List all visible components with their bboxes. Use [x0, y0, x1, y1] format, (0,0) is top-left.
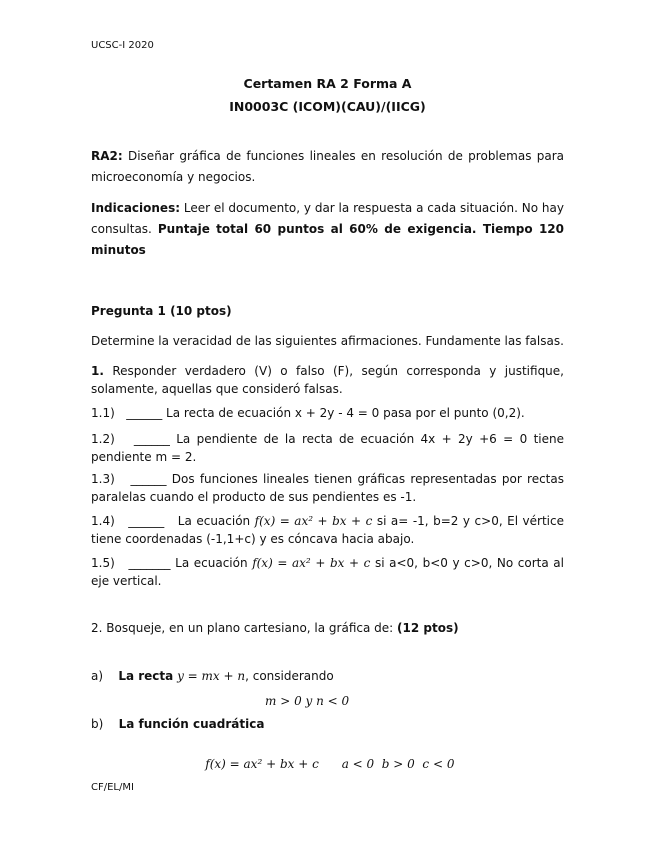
ra2-text: Diseñar gráfica de funciones lineales en resolución de problemas para microeconomía y negocios. — [91, 149, 564, 184]
pregunta1-title: Pregunta 1 (10 ptos) — [91, 304, 232, 318]
course-code: IN0003C (ICOM)(CAU)/(IICG) — [229, 99, 426, 114]
part-b — [91, 717, 264, 731]
item-text: si a= -1, b=2 y c>0, El vértice tiene coordenadas (-1,1+c) y es cóncava hacia abajo. — [91, 514, 564, 546]
answer-blank[interactable]: ______ — [128, 514, 165, 528]
indicaciones-text: Leer el documento, y dar la respuesta a cada situación. No hay consultas. — [91, 201, 564, 236]
item-number: 1.3) — [91, 472, 115, 486]
header-code: UCSC-I 2020 — [91, 40, 154, 51]
item-pre: La ecuación — [177, 514, 251, 528]
pregunta2-points: (12 ptos) — [397, 621, 459, 635]
document-title: Certamen RA 2 Forma A — [243, 76, 412, 91]
item-text: La pendiente de la recta de ecuación 4x + 2y +6 = 0 tiene pendiente m = 2. — [91, 432, 564, 464]
q1-number: 1. — [91, 364, 104, 378]
part-a-text: , considerando — [245, 669, 334, 683]
answer-blank[interactable]: ______ — [126, 406, 163, 420]
answer-blank[interactable]: _______ — [128, 556, 171, 570]
line-equation: y = mx + n — [177, 669, 246, 683]
indicaciones-paragraph — [91, 198, 564, 261]
part-b-title: La función cuadrática — [118, 717, 265, 731]
pregunta2-intro — [91, 621, 459, 635]
item-1-5 — [91, 554, 564, 590]
quadratic-equation: f(x) = ax² + bx + c — [252, 556, 371, 570]
part-a-condition: m > 0 y n < 0 — [265, 694, 350, 708]
item-number: 1.1) — [91, 406, 115, 420]
part-a — [91, 669, 334, 683]
item-text: si a<0, b<0 y c>0, No corta al eje vertical. — [91, 556, 564, 588]
item-number: 1.2) — [91, 432, 115, 446]
pregunta1-intro: Determine la veracidad de las siguientes afirmaciones. Fundamente las falsas. — [91, 334, 564, 348]
item-1-2 — [91, 430, 564, 466]
answer-blank[interactable]: ______ — [130, 472, 167, 486]
part-b-label: b) — [91, 717, 104, 731]
part-a-label: a) — [91, 669, 104, 683]
item-number: 1.5) — [91, 556, 115, 570]
quadratic-equation: f(x) = ax² + bx + c — [254, 514, 373, 528]
indicaciones-label: Indicaciones: — [91, 201, 181, 215]
ra2-label: RA2: — [91, 149, 123, 163]
item-text: Dos funciones lineales tienen gráficas representadas por rectas paralelas cuando el producto de sus pendientes es -1. — [91, 472, 564, 504]
indicaciones-bold-text: Puntaje total 60 puntos al 60% de exigencia. Tiempo 120 minutos — [91, 222, 564, 257]
q1-instruction — [91, 362, 564, 398]
answer-blank[interactable]: ______ — [133, 432, 170, 446]
quadratic-function: f(x) = ax² + bx + c — [205, 757, 319, 771]
part-a-title: La recta — [118, 669, 174, 683]
item-1-1 — [91, 404, 564, 422]
item-pre: La ecuación — [175, 556, 248, 570]
item-1-4 — [91, 512, 564, 548]
footer-initials: CF/EL/MI — [91, 782, 134, 793]
item-text: La recta de ecuación x + 2y - 4 = 0 pasa por el punto (0,2). — [166, 406, 525, 420]
q1-text: Responder verdadero (V) o falso (F), según corresponda y justifique, solamente, aquellas que consideró falsas. — [91, 364, 564, 396]
item-1-3 — [91, 470, 564, 506]
ra2-paragraph — [91, 146, 564, 188]
pregunta2-text: 2. Bosqueje, en un plano cartesiano, la gráfica de: — [91, 621, 394, 635]
item-number: 1.4) — [91, 514, 115, 528]
part-b-condition: a < 0 b > 0 c < 0 — [341, 757, 455, 771]
part-b-formula — [190, 743, 454, 785]
